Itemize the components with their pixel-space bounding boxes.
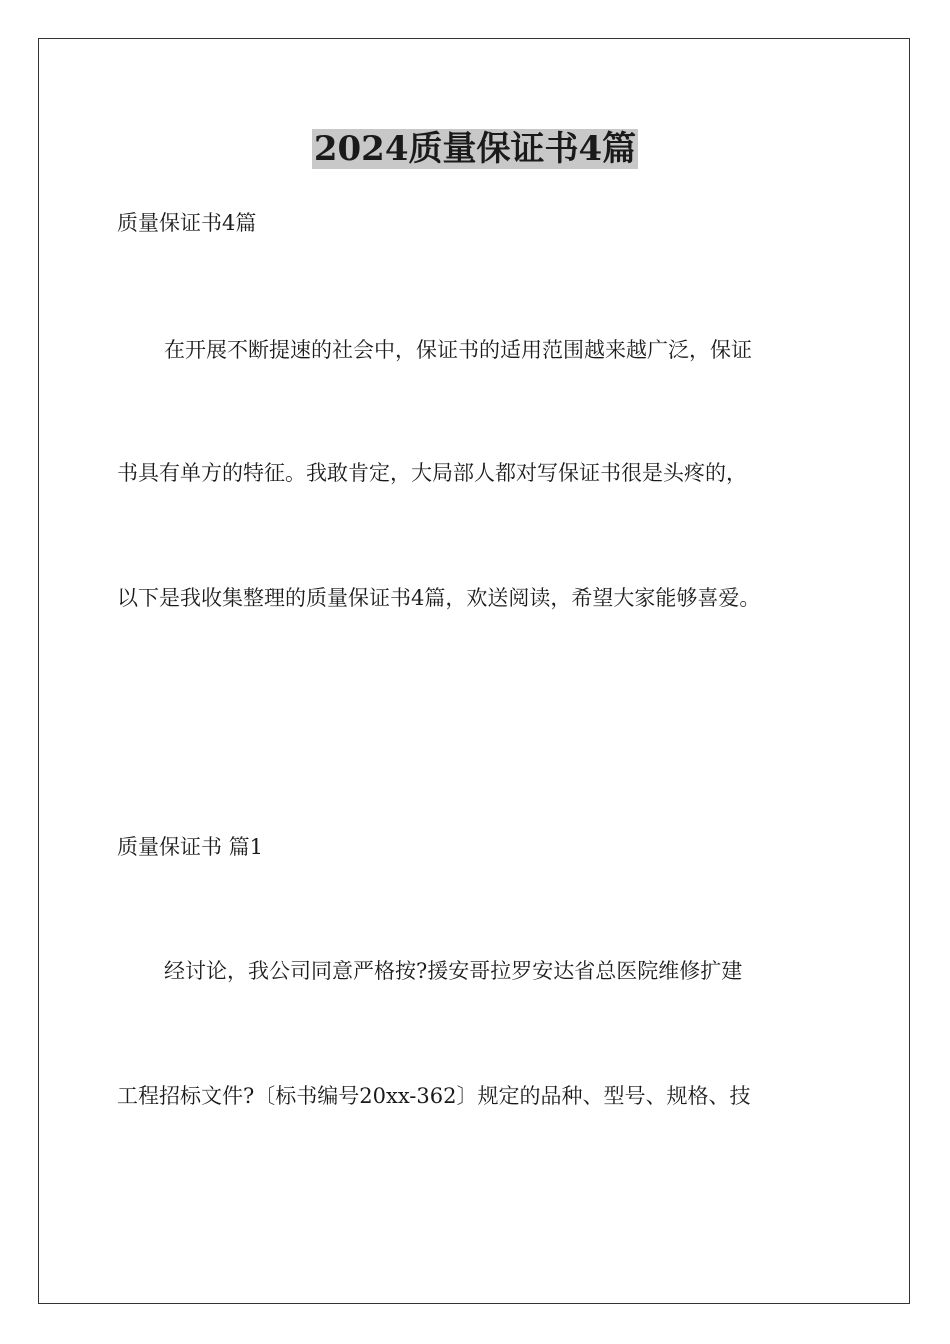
section-1-paragraph-line-1: 经讨论，我公司同意严格按?援安哥拉罗安达省总医院维修扩建 (164, 959, 743, 983)
intro-paragraph-line-2: 书具有单方的特征。我敢肯定，大局部人都对写保证书很是头疼的， (117, 461, 747, 485)
section-1-heading: 质量保证书 篇1 (117, 835, 264, 859)
document-title (0, 128, 950, 170)
document-title-text: 2024质量保证书4篇 (313, 129, 637, 169)
intro-paragraph-line-1: 在开展不断提速的社会中，保证书的适用范围越来越广泛，保证 (164, 338, 752, 362)
section-1-paragraph-line-2: 工程招标文件?〔标书编号20xx-362〕规定的品种、型号、规格、技 (117, 1084, 751, 1108)
document-subtitle: 质量保证书4篇 (117, 211, 257, 235)
intro-paragraph-line-3: 以下是我收集整理的质量保证书4篇，欢送阅读，希望大家能够喜爱。 (117, 586, 761, 610)
